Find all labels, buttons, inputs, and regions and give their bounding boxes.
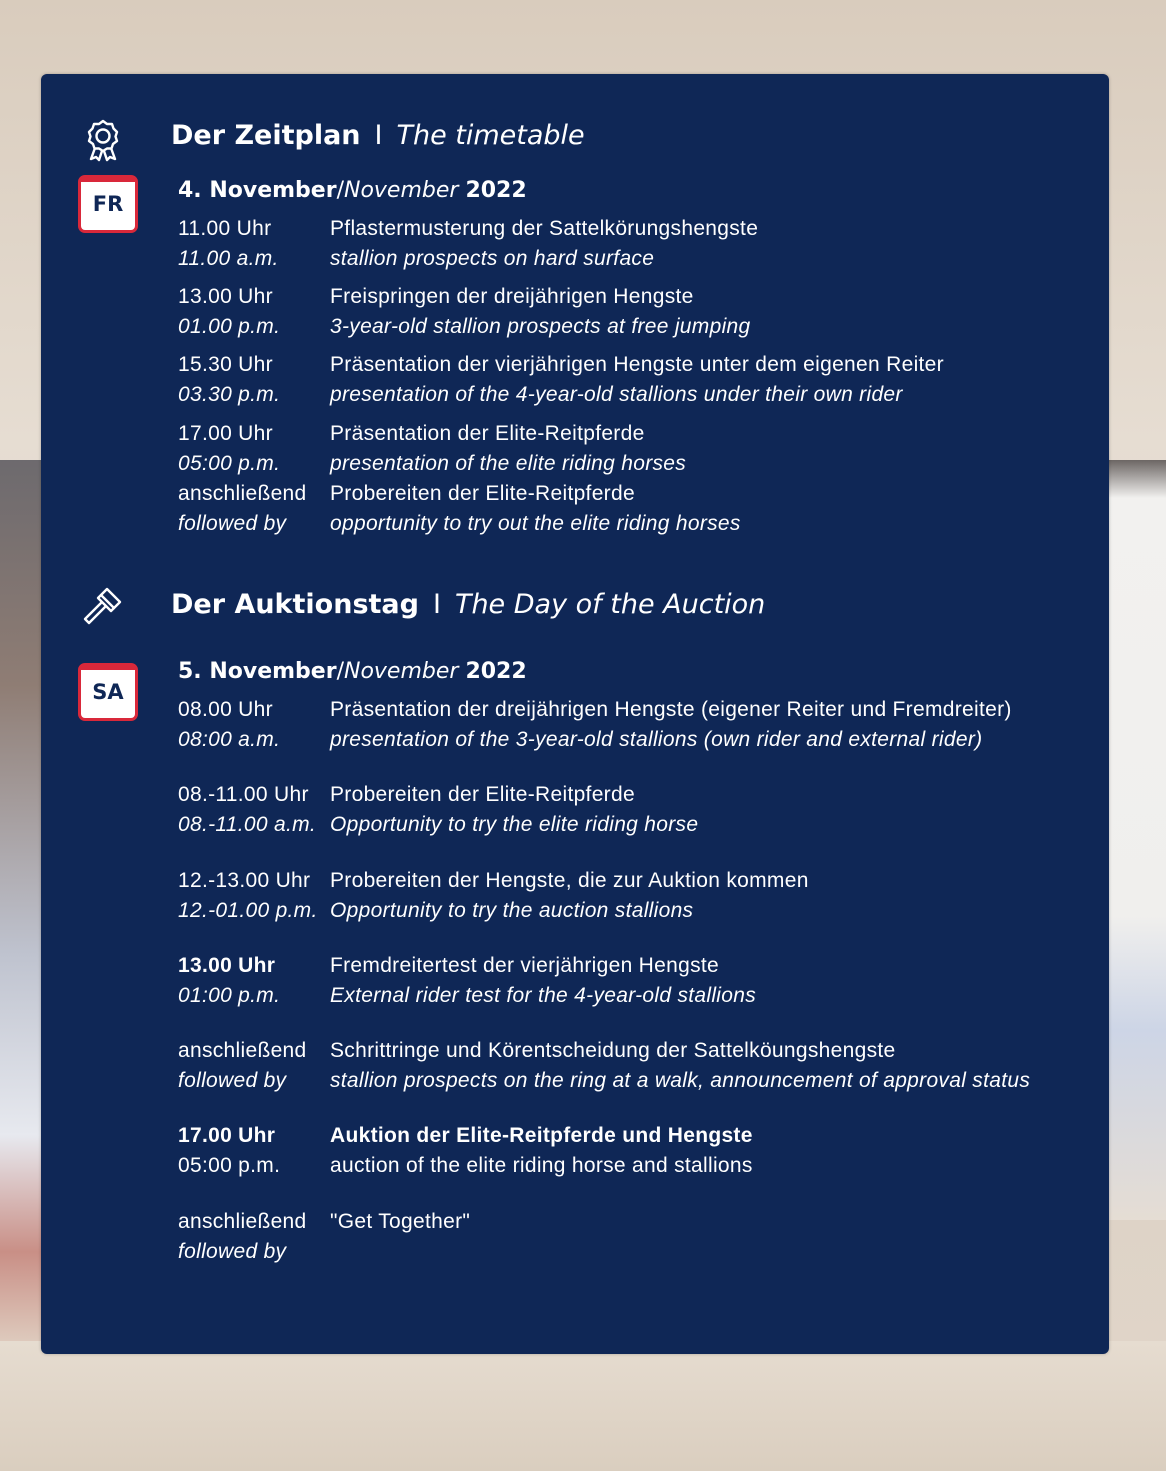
desc-de: Präsentation der dreijährigen Hengste (eigener Reiter und Fremdreiter) [330,698,1012,721]
schedule-row [178,869,1098,929]
time-en: 08.-11.00 a.m. [178,813,317,836]
schedule-row [178,353,1098,413]
desc-de: Auktion der Elite-Reitpferde und Hengste [330,1124,753,1147]
schedule-row [178,954,1098,1014]
time-en: 01.00 p.m. [178,315,281,338]
desc-de: "Get Together" [330,1210,471,1233]
date-day: 4. November [178,178,337,203]
time-de: 13.00 Uhr [178,954,276,977]
desc-en: presentation of the elite riding horses [330,452,687,475]
day-badge-fr: FR [78,175,138,233]
date-heading [178,659,527,684]
desc-de: Präsentation der Elite-Reitpferde [330,422,645,445]
date-heading [178,178,527,203]
title-de: Der Zeitplan [171,120,361,151]
title-en: The timetable [396,120,585,151]
title-de: Der Auktionstag [171,589,419,620]
desc-en: stallion prospects on hard surface [330,247,655,270]
time-de: anschließend [178,1039,307,1062]
time-en: 05:00 p.m. [178,1154,281,1177]
desc-en: presentation of the 4-year-old stallions under their own rider [330,383,903,406]
section-title-auction-day [171,589,765,620]
time-de: 17.00 Uhr [178,422,273,445]
time-en: followed by [178,1069,287,1092]
desc-de: Probereiten der Hengste, die zur Auktion kommen [330,869,809,892]
desc-de: Probereiten der Elite-Reitpferde [330,482,635,505]
desc-en: auction of the elite riding horse and stallions [330,1154,753,1177]
title-en: The Day of the Auction [454,589,766,620]
background-photo-left [0,460,45,1360]
time-en: 11.00 a.m. [178,247,279,270]
gavel-icon [81,584,125,628]
desc-en: stallion prospects on the ring at a walk, announcement of approval status [330,1069,1031,1092]
desc-en: presentation of the 3-year-old stallions (own rider and external rider) [330,728,983,751]
schedule-row [178,783,1098,843]
desc-de: Schrittringe und Körentscheidung der Sattelköungshengste [330,1039,896,1062]
title-separator: I [374,120,383,151]
time-de: 08.-11.00 Uhr [178,783,309,806]
section-title-timetable [171,120,585,151]
time-en: followed by [178,1240,287,1263]
desc-en: External rider test for the 4-year-old stallions [330,984,757,1007]
schedule-row [178,217,1098,277]
schedule-row [178,1039,1098,1099]
desc-en: Opportunity to try the elite riding horse [330,813,699,836]
desc-de: Präsentation der vierjährigen Hengste unter dem eigenen Reiter [330,353,944,376]
time-de: anschließend [178,1210,307,1233]
desc-de: Fremdreitertest der vierjährigen Hengste [330,954,719,977]
day-badge-sa: SA [78,663,138,721]
background-photo-right [1106,460,1166,1220]
time-en: 01:00 p.m. [178,984,281,1007]
time-de: 17.00 Uhr [178,1124,276,1147]
background-floor [0,1341,1166,1471]
desc-en: Opportunity to try the auction stallions [330,899,694,922]
date-separator: / [336,178,344,203]
time-de: 08.00 Uhr [178,698,273,721]
timetable-panel [41,74,1109,1354]
date-year: 2022 [465,178,527,203]
schedule-row [178,422,1098,482]
desc-de: Pflastermusterung der Sattelkörungshengste [330,217,759,240]
time-en: 12.-01.00 p.m. [178,899,318,922]
time-de: 15.30 Uhr [178,353,273,376]
schedule-row [178,482,1098,542]
time-de: 12.-13.00 Uhr [178,869,311,892]
time-en: followed by [178,512,287,535]
title-separator: I [432,589,441,620]
time-de: 13.00 Uhr [178,285,273,308]
schedule-row [178,285,1098,345]
time-de: 11.00 Uhr [178,217,272,240]
schedule-row [178,698,1098,758]
time-en: 03.30 p.m. [178,383,281,406]
date-separator: / [336,659,344,684]
time-en: 08:00 a.m. [178,728,281,751]
award-ribbon-icon [81,118,125,162]
date-year: 2022 [465,659,527,684]
date-day: 5. November [178,659,337,684]
time-de: anschließend [178,482,307,505]
time-en: 05:00 p.m. [178,452,281,475]
desc-de: Probereiten der Elite-Reitpferde [330,783,635,806]
desc-en: 3-year-old stallion prospects at free jumping [330,315,751,338]
schedule-row-auction [178,1124,1098,1184]
desc-de: Freispringen der dreijährigen Hengste [330,285,694,308]
schedule-row [178,1210,1098,1270]
date-en: November [343,178,459,203]
desc-en: opportunity to try out the elite riding horses [330,512,741,535]
date-en: November [343,659,459,684]
